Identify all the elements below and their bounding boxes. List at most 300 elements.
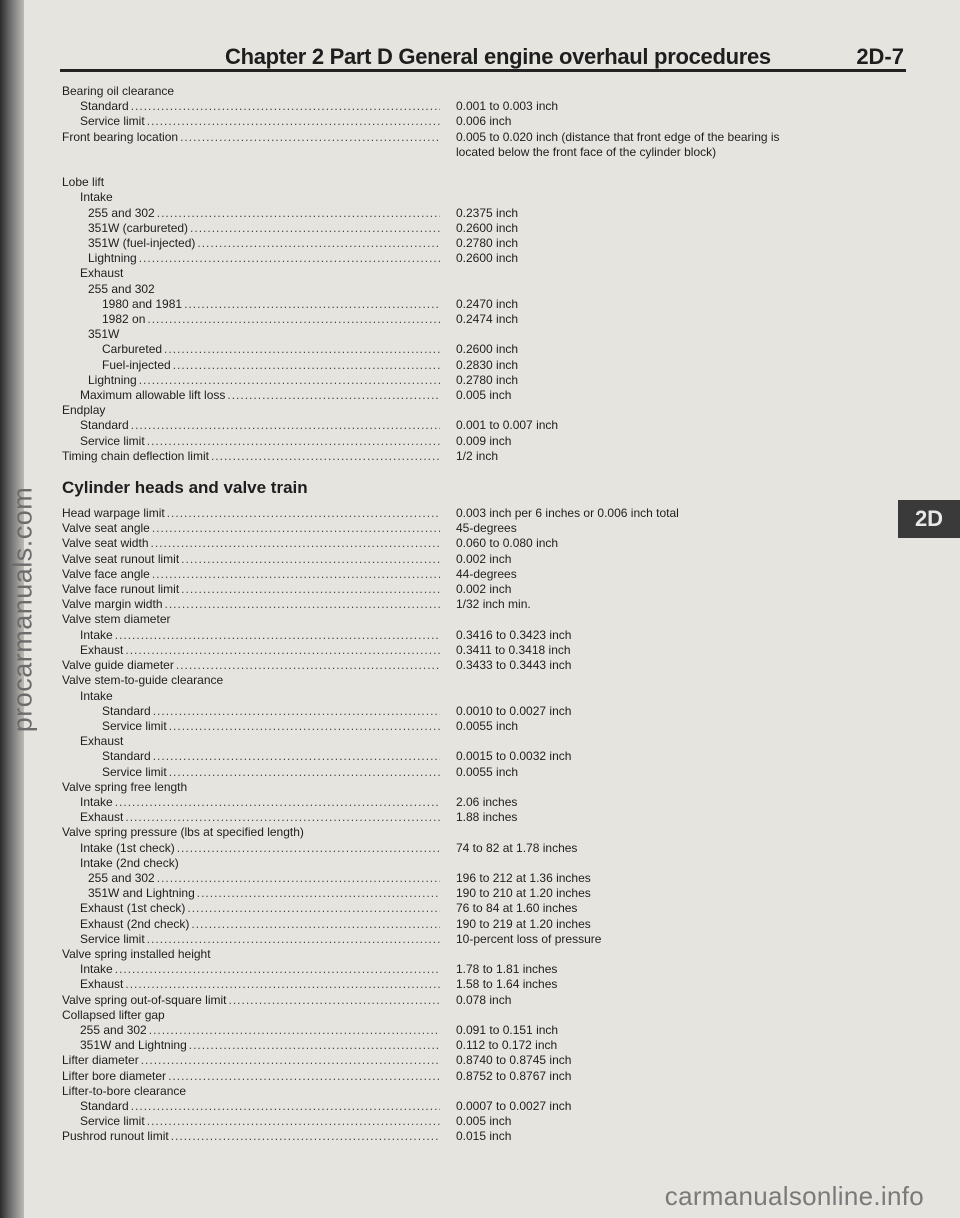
dot-leader [177, 841, 440, 856]
spec-row [62, 160, 842, 175]
watermark-bottom-text: carmanualsonline.info [664, 1181, 924, 1211]
spec-row [62, 1069, 842, 1084]
spec-label-text: Valve seat angle [62, 521, 150, 536]
spec-label-text: Standard [102, 703, 151, 718]
spec-row [62, 175, 842, 190]
dot-leader [184, 297, 440, 312]
dot-leader [157, 871, 440, 886]
dot-leader [168, 1069, 440, 1084]
spec-label-text: Exhaust (2nd check) [80, 916, 190, 931]
spec-row [62, 536, 842, 551]
spec-label-text: Valve stem-to-guide clearance [62, 673, 224, 688]
spec-label-text: Intake [80, 688, 113, 703]
spec-label [62, 251, 440, 266]
spec-label [62, 825, 440, 840]
spec-label-text: Intake [80, 190, 113, 205]
dot-leader [176, 658, 440, 673]
dot-leader [191, 917, 440, 932]
spec-row [62, 825, 842, 840]
spec-value: 190 to 210 at 1.20 inches [456, 886, 591, 901]
spec-label [62, 689, 440, 704]
dot-leader [139, 373, 440, 388]
spec-label [62, 266, 440, 281]
dot-leader [131, 99, 440, 114]
spec-row [62, 749, 842, 764]
chapter-title: Chapter 2 Part D General engine overhaul procedures [225, 44, 771, 69]
spec-label [62, 449, 440, 464]
spec-row [62, 388, 842, 403]
spec-label-text: 255 and 302 [88, 281, 155, 296]
spec-row [62, 810, 842, 825]
spec-label [62, 418, 440, 433]
dot-leader [141, 1053, 440, 1068]
spec-label-text: Service limit [102, 764, 167, 779]
spec-label [62, 628, 440, 643]
spec-label [62, 130, 440, 145]
spec-label [62, 1084, 440, 1099]
spec-label-text: Lifter diameter [62, 1053, 139, 1068]
spec-label [62, 704, 440, 719]
spec-label [62, 175, 440, 190]
spec-label-text: Intake (1st check) [80, 840, 175, 855]
spec-content [62, 84, 842, 1145]
spec-row [62, 780, 842, 795]
spec-label [62, 765, 440, 780]
spec-label-text: Pushrod runout limit [62, 1129, 169, 1144]
spec-label-text: Standard [80, 418, 129, 433]
spec-label-text: Service limit [80, 433, 145, 448]
spec-row [62, 597, 842, 612]
spec-label [62, 434, 440, 449]
spec-row [62, 582, 842, 597]
watermark-left-text: procarmanuals.com [7, 486, 38, 732]
dot-leader [147, 932, 440, 947]
valve-train-spec-list [62, 506, 842, 1145]
watermark-left [6, 0, 40, 1218]
spec-row [62, 658, 842, 673]
spec-row [62, 1099, 842, 1114]
spec-label [62, 358, 440, 373]
spec-value: 0.005 inch [456, 388, 512, 403]
spec-value: 0.3433 to 0.3443 inch [456, 658, 572, 673]
dot-leader [173, 358, 440, 373]
spec-label-text: Valve face angle [62, 566, 150, 581]
spec-value: located below the front face of the cylinder block) [456, 144, 717, 159]
spec-row [62, 947, 842, 962]
spec-row [62, 841, 842, 856]
dot-leader [157, 206, 440, 221]
spec-value: 1.58 to 1.64 inches [456, 977, 558, 992]
spec-label [62, 658, 440, 673]
dot-leader [147, 114, 440, 129]
spec-value: 0.8740 to 0.8745 inch [456, 1053, 572, 1068]
dot-leader [147, 1114, 440, 1129]
dot-leader [197, 236, 440, 251]
dot-leader [115, 795, 440, 810]
spec-label [62, 962, 440, 977]
spec-label [62, 886, 440, 901]
spec-value: 1/2 inch [456, 448, 499, 463]
spec-label [62, 373, 440, 388]
dot-leader [139, 251, 440, 266]
spec-label-text: Collapsed lifter gap [62, 1007, 165, 1022]
spec-row [62, 449, 842, 464]
side-tab-label: 2D [914, 506, 944, 531]
dot-leader [152, 567, 440, 582]
spec-label-text: Valve margin width [62, 597, 163, 612]
dot-leader [229, 993, 440, 1008]
spec-label-text: Lifter-to-bore clearance [62, 1083, 187, 1098]
spec-row [62, 962, 842, 977]
spec-value: 44-degrees [456, 566, 517, 581]
section-title-cylinder-heads: Cylinder heads and valve train [62, 478, 308, 498]
dot-leader [125, 977, 440, 992]
spec-row [62, 886, 842, 901]
spec-label-text: Service limit [80, 931, 145, 946]
dot-leader [167, 506, 440, 521]
spec-row [62, 312, 842, 327]
spec-label-text: Valve stem diameter [62, 612, 171, 627]
dot-leader [181, 552, 440, 567]
spec-label [62, 1038, 440, 1053]
spec-row [62, 795, 842, 810]
spec-label [62, 84, 440, 99]
spec-value: 1.78 to 1.81 inches [456, 962, 558, 977]
spec-label-text: 351W (carbureted) [88, 220, 189, 235]
spec-value: 0.2600 inch [456, 220, 519, 235]
spec-label [62, 99, 440, 114]
spec-label [62, 236, 440, 251]
spec-value: 10-percent loss of pressure [456, 931, 602, 946]
spec-label [62, 403, 440, 418]
spec-label [62, 795, 440, 810]
spec-label [62, 1129, 440, 1144]
spec-row [62, 1053, 842, 1068]
spec-label [62, 536, 440, 551]
dot-leader [169, 719, 440, 734]
spec-value: 0.3416 to 0.3423 inch [456, 627, 572, 642]
spec-label [62, 221, 440, 236]
spec-label [62, 780, 440, 795]
spec-label [62, 734, 440, 749]
spec-value: 0.002 inch [456, 551, 512, 566]
spec-label-text: Exhaust [80, 266, 124, 281]
page-number: 2D-7 [856, 44, 904, 69]
spec-row [62, 266, 842, 281]
spec-value: 0.009 inch [456, 433, 512, 448]
spec-row [62, 282, 842, 297]
spec-label-text: Fuel-injected [102, 357, 171, 372]
spec-label-text: Lobe lift [62, 175, 105, 190]
spec-label-text: 255 and 302 [88, 205, 155, 220]
spec-label-text: Standard [80, 99, 129, 114]
spec-label-text: Intake [80, 962, 113, 977]
spec-label-text: Exhaust [80, 810, 124, 825]
spec-label-text: Endplay [62, 403, 106, 418]
dot-leader [190, 221, 440, 236]
chapter-side-tab [898, 500, 960, 538]
spec-label [62, 190, 440, 205]
spec-label [62, 643, 440, 658]
spec-row [62, 552, 842, 567]
spec-value: 2.06 inches [456, 794, 518, 809]
spec-row [62, 521, 842, 536]
spec-label [62, 673, 440, 688]
spec-value: 0.2600 inch [456, 342, 519, 357]
spec-row [62, 734, 842, 749]
spec-label-text: 1980 and 1981 [102, 296, 183, 311]
spec-value: 196 to 212 at 1.36 inches [456, 870, 591, 885]
spec-value: 0.015 inch [456, 1129, 512, 1144]
spec-label [62, 749, 440, 764]
dot-leader [165, 597, 441, 612]
spec-label [62, 388, 440, 403]
watermark-bottom [665, 1181, 924, 1212]
spec-row [62, 1038, 842, 1053]
spec-row [62, 251, 842, 266]
spec-label [62, 810, 440, 825]
spec-label-text: Intake [80, 627, 113, 642]
spec-row [62, 130, 842, 145]
dot-leader [151, 536, 441, 551]
spec-value: 0.2780 inch [456, 372, 519, 387]
spec-row [62, 145, 842, 160]
spec-row [62, 327, 842, 342]
spec-label [62, 114, 440, 129]
dot-leader [164, 342, 440, 357]
dot-leader [189, 1038, 440, 1053]
spec-label [62, 1023, 440, 1038]
dot-leader [153, 704, 440, 719]
spec-label [62, 1099, 440, 1114]
header-rule [60, 69, 906, 72]
spec-label-text: Valve seat width [62, 536, 149, 551]
spec-value: 0.006 inch [456, 114, 512, 129]
spec-label [62, 1114, 440, 1129]
spec-label-text: 351W and Lightning [80, 1038, 187, 1053]
spec-value: 1.88 inches [456, 810, 518, 825]
spec-row [62, 418, 842, 433]
spec-label-text: Service limit [80, 1114, 145, 1129]
spec-label-text: Exhaust [80, 734, 124, 749]
spec-label-text: Intake [80, 794, 113, 809]
dot-leader [115, 628, 440, 643]
spec-label-text: Lightning [88, 251, 137, 266]
dot-leader [147, 312, 440, 327]
spec-value: 0.2470 inch [456, 296, 519, 311]
spec-label-text: Service limit [102, 718, 167, 733]
spec-row [62, 856, 842, 871]
spec-value: 0.2474 inch [456, 312, 519, 327]
dot-leader [227, 388, 440, 403]
spec-value: 0.005 to 0.020 inch (distance that front edge of the bearing is [456, 129, 780, 144]
spec-label-text: Valve guide diameter [62, 658, 174, 673]
spec-label [62, 282, 440, 297]
spec-label-text: Valve seat runout limit [62, 551, 180, 566]
spec-row [62, 114, 842, 129]
dot-leader [131, 1099, 440, 1114]
spec-row [62, 612, 842, 627]
spec-label [62, 342, 440, 357]
spec-row [62, 719, 842, 734]
spec-label [62, 312, 440, 327]
spec-label [62, 932, 440, 947]
spec-label-text: Valve spring out-of-square limit [62, 992, 227, 1007]
spec-value: 0.2830 inch [456, 357, 519, 372]
spec-row [62, 84, 842, 99]
spec-row [62, 358, 842, 373]
spec-row [62, 297, 842, 312]
dot-leader [181, 582, 440, 597]
spec-label [62, 552, 440, 567]
spec-row [62, 236, 842, 251]
camshaft-spec-list [62, 84, 842, 464]
spec-value: 0.060 to 0.080 inch [456, 536, 559, 551]
spec-label-text: Bearing oil clearance [62, 84, 175, 98]
spec-label [62, 841, 440, 856]
spec-value: 0.2600 inch [456, 251, 519, 266]
spec-value: 0.0055 inch [456, 718, 519, 733]
spec-value: 1/32 inch min. [456, 597, 531, 612]
dot-leader [187, 901, 440, 916]
spec-label-text: Exhaust [80, 977, 124, 992]
spec-label [62, 1008, 440, 1023]
spec-row [62, 1129, 842, 1144]
spec-label-text: 351W and Lightning [88, 886, 195, 901]
spec-row [62, 403, 842, 418]
spec-label [62, 977, 440, 992]
spec-value: 0.001 to 0.007 inch [456, 418, 559, 433]
spec-value: 0.002 inch [456, 582, 512, 597]
spec-label-text: Maximum allowable lift loss [80, 388, 226, 403]
dot-leader [125, 810, 440, 825]
spec-row [62, 373, 842, 388]
spec-value: 190 to 219 at 1.20 inches [456, 916, 591, 931]
spec-row [62, 1008, 842, 1023]
spec-label-text: Head warpage limit [62, 506, 165, 521]
spec-label-text: Valve face runout limit [62, 582, 180, 597]
spec-label-text: Timing chain deflection limit [62, 448, 209, 463]
spec-row [62, 643, 842, 658]
spec-value: 0.2375 inch [456, 205, 519, 220]
dot-leader [153, 749, 440, 764]
spec-label-text: 1982 on [102, 312, 146, 327]
spec-row [62, 1084, 842, 1099]
dot-leader [197, 886, 440, 901]
spec-value: 76 to 84 at 1.60 inches [456, 901, 578, 916]
dot-leader [147, 434, 440, 449]
spec-value: 0.078 inch [456, 992, 512, 1007]
dot-leader [169, 765, 440, 780]
spec-row [62, 1023, 842, 1038]
spec-row [62, 901, 842, 916]
spec-label-text: Lightning [88, 372, 137, 387]
spec-label [62, 917, 440, 932]
spec-label-text: Standard [80, 1098, 129, 1113]
spec-value: 74 to 82 at 1.78 inches [456, 840, 578, 855]
spec-value: 0.0007 to 0.0027 inch [456, 1098, 572, 1113]
spec-row [62, 765, 842, 780]
spec-value: 45-degrees [456, 521, 517, 536]
dot-leader [171, 1129, 440, 1144]
spec-value: 0.112 to 0.172 inch [456, 1038, 558, 1053]
spec-label [62, 901, 440, 916]
spec-label-text: 351W (fuel-injected) [88, 236, 196, 251]
spec-value: 0.001 to 0.003 inch [456, 99, 559, 114]
spec-row [62, 434, 842, 449]
spec-value: 0.005 inch [456, 1114, 512, 1129]
spec-row [62, 689, 842, 704]
spec-value: 0.8752 to 0.8767 inch [456, 1068, 572, 1083]
spec-label [62, 947, 440, 962]
page-header [60, 42, 906, 72]
spec-label [62, 993, 440, 1008]
spec-row [62, 206, 842, 221]
spec-row [62, 567, 842, 582]
dot-leader [149, 1023, 440, 1038]
spec-row [62, 1114, 842, 1129]
spec-value: 0.3411 to 0.3418 inch [456, 642, 571, 657]
spec-row [62, 342, 842, 357]
spec-label-text: Service limit [80, 114, 145, 129]
spec-row [62, 506, 842, 521]
spec-label-text: Valve spring installed height [62, 946, 211, 961]
spec-label [62, 719, 440, 734]
spec-label-text: Exhaust (1st check) [80, 901, 186, 916]
spec-label-text: Lifter bore diameter [62, 1068, 167, 1083]
spec-label-text: Front bearing location [62, 129, 179, 144]
spec-label [62, 297, 440, 312]
spec-row [62, 871, 842, 886]
spec-value: 0.0055 inch [456, 764, 519, 779]
spec-label-text: Valve spring free length [62, 779, 188, 794]
spec-label [62, 506, 440, 521]
spec-row [62, 190, 842, 205]
spec-label-text: Intake (2nd check) [80, 855, 179, 870]
spec-label [62, 206, 440, 221]
spec-label-text: 255 and 302 [80, 1022, 147, 1037]
spec-label-text: Carbureted [102, 342, 163, 357]
spec-label-text: Standard [102, 749, 151, 764]
dot-leader [211, 449, 440, 464]
spec-label [62, 597, 440, 612]
spec-label [62, 871, 440, 886]
spec-label [62, 612, 440, 627]
spec-row [62, 993, 842, 1008]
spec-label [62, 567, 440, 582]
spec-row [62, 99, 842, 114]
dot-leader [152, 521, 440, 536]
spec-value: 0.0010 to 0.0027 inch [456, 703, 572, 718]
spec-value: 0.091 to 0.151 inch [456, 1022, 559, 1037]
spec-value: 0.0015 to 0.0032 inch [456, 749, 572, 764]
spec-row [62, 977, 842, 992]
dot-leader [131, 418, 440, 433]
spec-row [62, 628, 842, 643]
spec-label [62, 856, 440, 871]
dot-leader [125, 643, 440, 658]
spec-value: 0.003 inch per 6 inches or 0.006 inch total [456, 506, 679, 521]
spec-label [62, 582, 440, 597]
spec-label-text: 351W [88, 327, 120, 342]
spec-label [62, 1069, 440, 1084]
dot-leader [115, 962, 440, 977]
spec-value: 0.2780 inch [456, 236, 519, 251]
spec-label-text: 255 and 302 [88, 870, 155, 885]
dot-leader [180, 130, 440, 145]
spec-label [62, 521, 440, 536]
spec-label [62, 327, 440, 342]
